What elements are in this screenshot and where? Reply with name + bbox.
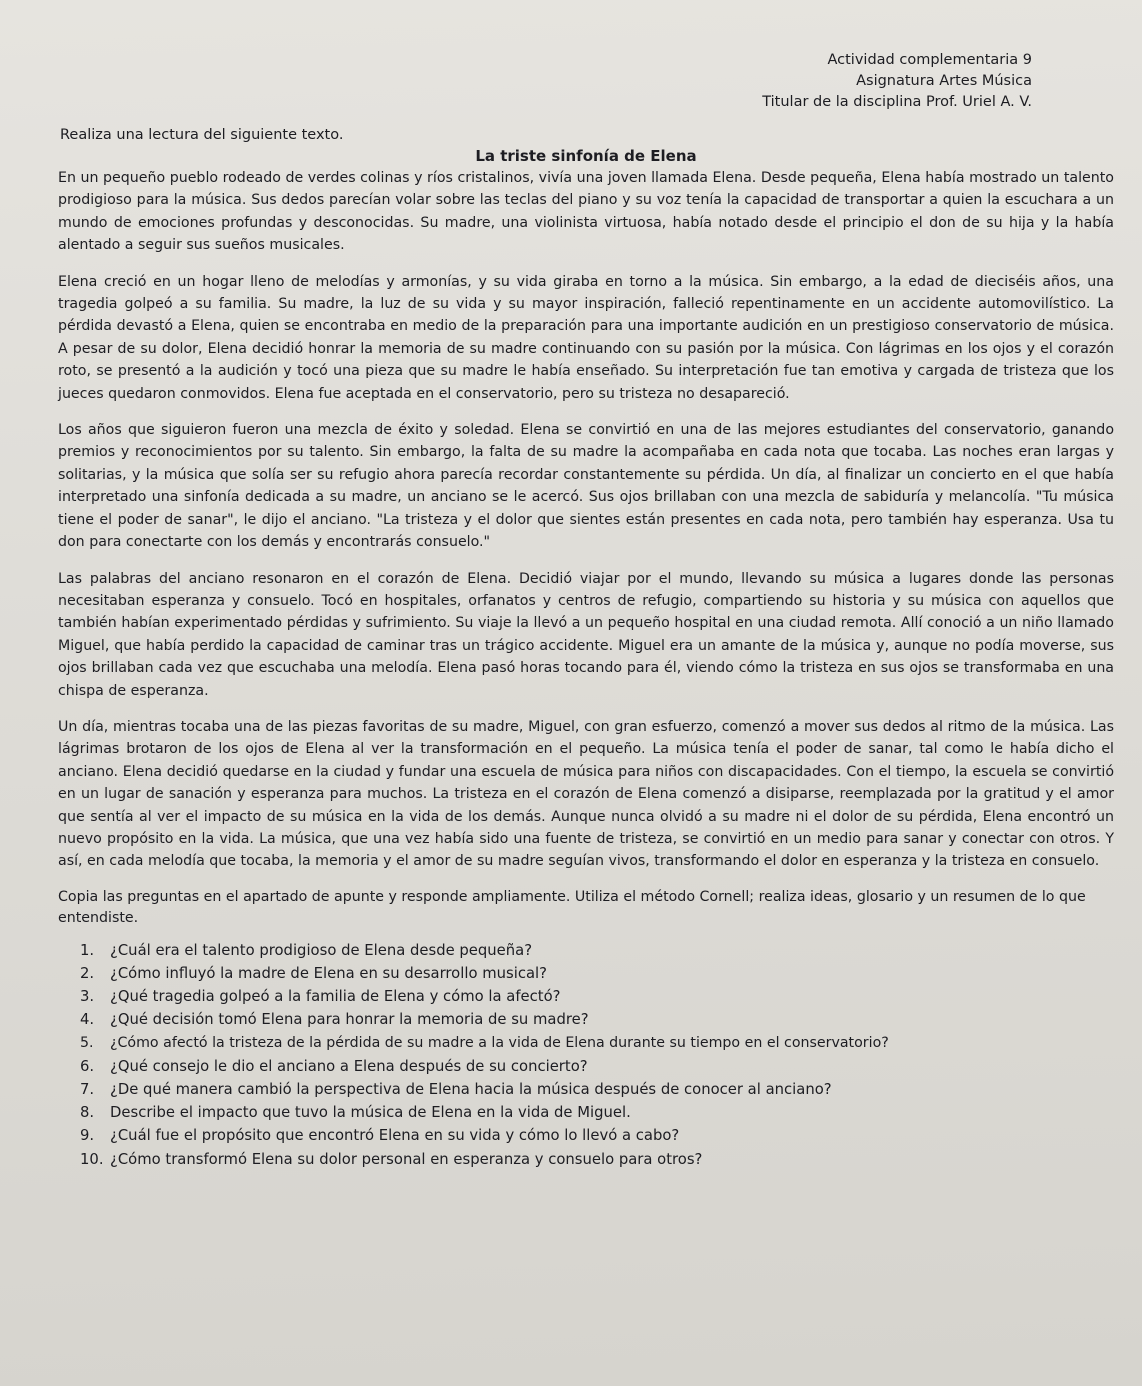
question-number: 4. bbox=[80, 1011, 95, 1029]
question-text: ¿Cuál era el talento prodigioso de Elena desde pequeña? bbox=[110, 941, 533, 959]
question-number: 10. bbox=[80, 1150, 104, 1168]
question-item bbox=[80, 1148, 1114, 1171]
question-number: 2. bbox=[80, 964, 95, 982]
question-list bbox=[58, 939, 1114, 1171]
question-item bbox=[80, 962, 1114, 985]
question-number: 5. bbox=[80, 1034, 94, 1051]
story-paragraph-2: Elena creció en un hogar lleno de melodías y armonías, y su vida giraba en torno a la música. Sin embargo, a la edad de dieciséis años, una tragedia golpeó a su familia. Su madre, la luz de su vida y su mayor inspiración, falleció repentinamente en un accidente automovilístico. La pérdida devastó a Elena, quien se encontraba en medio de la preparación para una importante audición en un prestigioso conservatorio de música. A pesar de su dolor, Elena decidió honrar la memoria de su madre continuando con su pasión por la música. Con lágrimas en los ojos y el corazón roto, se presentó a la audición y tocó una pieza que su madre le había enseñado. Su interpretación fue tan emotiva y cargada de tristeza que los jueces quedaron conmovidos. Elena fue aceptada en el conservatorio, pero su tristeza no desapareció. bbox=[58, 273, 1114, 402]
question-item bbox=[80, 1055, 1114, 1078]
question-item bbox=[80, 1008, 1114, 1031]
question-text: ¿Cómo transformó Elena su dolor personal en esperanza y consuelo para otros? bbox=[110, 1150, 703, 1168]
story-paragraph-5: Un día, mientras tocaba una de las piezas favoritas de su madre, Miguel, con gran esfuerzo, comenzó a mover sus dedos al ritmo de la música. Las lágrimas brotaron de los ojos de Elena al ver la transformación en el pequeño. La música tenía el poder de sanar, tal como le había dicho el anciano. Elena decidió quedarse en la ciudad y fundar una escuela de música para niños con discapacidades. Con el tiempo, la escuela se convirtió en un lugar de sanación y esperanza para muchos. La tristeza en el corazón de Elena comenzó a disiparse, reemplazada por la gratitud y el amor que sentía al ver el impacto de su música en la vida de los demás. Aunque nunca olvidó a su madre ni el dolor de su pérdida, Elena encontró un nuevo propósito en la vida. La música, que una vez había sido una fuente de tristeza, se convirtió en un medio para sanar y conectar con otros. Y así, en cada melodía que tocaba, la memoria y el amor de su madre seguían vivos, transformando el dolor en esperanza y la tristeza en consuelo. bbox=[58, 718, 1114, 870]
question-item bbox=[80, 1078, 1114, 1101]
question-number: 1. bbox=[80, 941, 95, 959]
story-body bbox=[58, 167, 1114, 873]
document-header bbox=[58, 50, 1114, 113]
question-number: 3. bbox=[80, 988, 95, 1006]
question-number: 9. bbox=[80, 1127, 95, 1145]
question-text: ¿Qué consejo le dio el anciano a Elena después de su concierto? bbox=[110, 1057, 588, 1075]
story-title: La triste sinfonía de Elena bbox=[475, 147, 697, 165]
question-text: ¿De qué manera cambió la perspectiva de Elena hacia la música después de conocer al anciano? bbox=[110, 1081, 832, 1098]
story-paragraph-3: Los años que siguieron fueron una mezcla de éxito y soledad. Elena se convirtió en una de las mejores estudiantes del conservatorio, ganando premios y reconocimientos por su talento. Sin embargo, la falta de su madre la acompañaba en cada nota que tocaba. Las noches eran largas y solitarias, y la música que solía ser su refugio ahora parecía recordar constantemente su pérdida. Un día, al finalizar un concierto en el que había interpretado una sinfonía dedicada a su madre, un anciano se le acercó. Sus ojos brillaban con una mezcla de sabiduría y melancolía. "Tu música tiene el poder de sanar", le dijo el anciano. "La tristeza y el dolor que sientes están presentes en cada nota, pero también hay esperanza. Usa tu don para conectarte con los demás y encontrarás consuelo." bbox=[58, 422, 1114, 551]
question-number: 8. bbox=[80, 1104, 95, 1122]
question-item bbox=[80, 1124, 1114, 1147]
question-number: 7. bbox=[80, 1081, 95, 1098]
reading-instruction: Realiza una lectura del siguiente texto. bbox=[60, 127, 344, 143]
question-text: ¿Qué decisión tomó Elena para honrar la memoria de su madre? bbox=[110, 1011, 589, 1029]
question-item bbox=[80, 1032, 1114, 1055]
question-text: ¿Cómo influyó la madre de Elena en su desarrollo musical? bbox=[110, 964, 547, 982]
story-paragraph-4: Las palabras del anciano resonaron en el corazón de Elena. Decidió viajar por el mundo, llevando su música a lugares donde las personas necesitaban esperanza y consuelo. Tocó en hospitales, orfanatos y centros de refugio, compartiendo su historia y su música con aquellos que también habían experimentado pérdidas y sufrimiento. Su viaje la llevó a un pequeño hospital en una ciudad remota. Allí conoció a un niño llamado Miguel, que había perdido la capacidad de caminar tras un trágico accidente. Miguel era un amante de la música y, aunque no podía moverse, sus ojos brillaban cada vez que escuchaba una melodía. Elena pasó horas tocando para él, viendo cómo la tristeza en sus ojos se transformaba en una chispa de esperanza. bbox=[58, 570, 1114, 699]
question-text: ¿Cuál fue el propósito que encontró Elena en su vida y cómo lo llevó a cabo? bbox=[110, 1127, 680, 1145]
question-item bbox=[80, 985, 1114, 1008]
task-instruction: Copia las preguntas en el apartado de apunte y responde ampliamente. Utiliza el método Cornell; realiza ideas, glosario y un resumen de lo que entendiste. bbox=[58, 888, 1086, 926]
question-text: Describe el impacto que tuvo la música de Elena en la vida de Miguel. bbox=[110, 1104, 631, 1122]
story-paragraph-1: En un pequeño pueblo rodeado de verdes colinas y ríos cristalinos, vivía una joven llamada Elena. Desde pequeña, Elena había mostrado un talento prodigioso para la música. Sus dedos parecían volar sobre las teclas del piano y su voz tenía la capacidad de transportar a quien la escuchara a un mundo de emociones profundas y desconocidas. Su madre, una violinista virtuosa, había notado desde el principio el don de su hija y la había alentado a seguir sus sueños musicales. bbox=[58, 170, 1114, 254]
teacher-label: Titular de la disciplina Prof. Uriel A. V. bbox=[762, 94, 1032, 110]
question-text: ¿Cómo afectó la tristeza de la pérdida de su madre a la vida de Elena durante su tiempo en el conservatorio? bbox=[110, 1034, 889, 1051]
question-item bbox=[80, 1101, 1114, 1124]
question-text: ¿Qué tragedia golpeó a la familia de Elena y cómo la afectó? bbox=[110, 988, 561, 1006]
activity-label: Actividad complementaria 9 bbox=[827, 52, 1032, 68]
question-number: 6. bbox=[80, 1057, 95, 1075]
question-item bbox=[80, 939, 1114, 962]
subject-label: Asignatura Artes Música bbox=[856, 73, 1032, 89]
